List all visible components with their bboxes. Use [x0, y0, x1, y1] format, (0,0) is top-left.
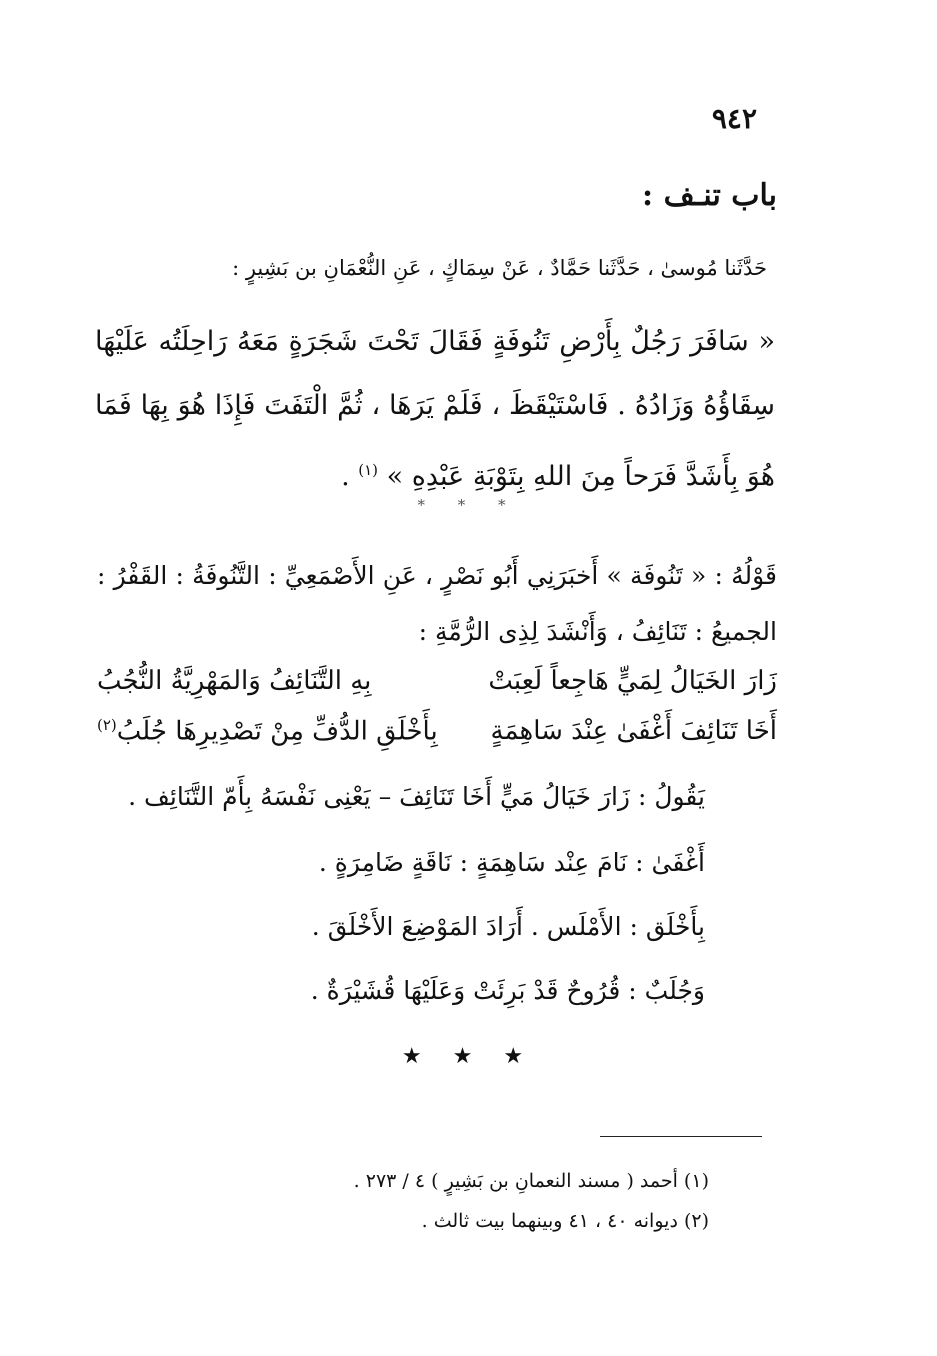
footnote-1: (١) أحمد ( مسند النعمانِ بن بَشِيرٍ ) ٤ / ٢٧٣ . — [353, 1170, 709, 1192]
verse-1-second-hemistich: بِهِ التَّنَائِفُ وَالمَهْرِيَّةُ النُّجُبُ — [97, 666, 372, 696]
end-separator: ★ ★ ★ — [401, 1044, 536, 1069]
verse-1-first-hemistich: زَارَ الخَيَالُ لِمَيٍّ هَاجِعاً لَعِبَتْ — [488, 666, 777, 696]
verse-2-first-hemistich: أَخَا تَنَائِفَ أَغْفَىٰ عِنْدَ سَاهِمَةٍ — [490, 716, 777, 746]
footnote-marker-1: (١) — [358, 461, 379, 479]
hadith-body: « سَافَرَ رَجُلٌ بِأَرْضِ تَنُوفَةٍ فَقَالَ تَحْتَ شَجَرَةٍ مَعَهُ رَاحِلَتُه عَلَيْهَا سِقَاؤُهُ وَزَادُهُ . فَاسْتَيْقَظَ ، فَلَمْ يَرَهَا ، ثُمَّ الْتَفَتَ فَإِذَا هُوَ بِهَا فَمَا هُوَ بِأَشَدَّ فَرَحاً مِنَ اللهِ بِتَوْبَةِ عَبْدِهِ » — [95, 326, 775, 492]
verse-2-second-text: بِأَخْلَقِ الدُّفِّ مِنْ تَصْدِيرِهَا جُلَبُ — [116, 716, 438, 747]
section-separator: * * * — [417, 496, 520, 514]
verse-2-second-hemistich — [97, 716, 438, 747]
hadith-end: . — [341, 461, 359, 492]
section-heading: باب تنـف : — [642, 178, 777, 213]
isnad-line: حَدَّثَنا مُوسىٰ ، حَدَّثَنا حَمَّادٌ ، عَنْ سِمَاكٍ ، عَنِ النُّعْمَانِ بن بَشِيرٍ : — [232, 256, 767, 280]
footnote-divider — [600, 1136, 762, 1137]
verse-line-1 — [97, 666, 777, 696]
verse-line-2 — [97, 716, 777, 747]
footnote-marker-2: (٢) — [97, 716, 117, 734]
commentary-paragraph: قَوْلُهُ : « تَنُوفَة » أَخبَرَنِي أَبُو نَصْرٍ ، عَنِ الأَصْمَعِيِّ : التَّنُوفَةُ : القَفْرُ : الجميعُ : تَنَائِفُ ، وَأَنْشَدَ لِذِى الرُّمَّةِ : — [97, 561, 777, 646]
gloss-line: يَقُولُ : زَارَ خَيَالُ مَيٍّ أَخَا تَنَائِفَ – يَعْنِى نَفْسَهُ بِأَمّ التَّنَائِف . — [128, 782, 705, 811]
hadith-text — [95, 310, 775, 509]
gloss-line: أَغْفَىٰ : نَامَ عِنْد سَاهِمَةٍ : نَاقَةٍ ضَامِرَةٍ . — [318, 848, 705, 877]
gloss-line: وَجُلَبٌ : قُرُوحٌ قَدْ بَرِئَتْ وَعَلَيْهَا قُشَيْرَةٌ . — [310, 976, 705, 1005]
page-number: ٩٤٢ — [711, 102, 757, 135]
footnote-2: (٢) ديوانه ٤٠ ، ٤١ وبينهما بيت ثالث . — [421, 1210, 709, 1232]
gloss-line: بِأَخْلَق : الأَمْلَس . أَرَادَ المَوْضِعَ الأَخْلَقَ . — [311, 912, 705, 941]
